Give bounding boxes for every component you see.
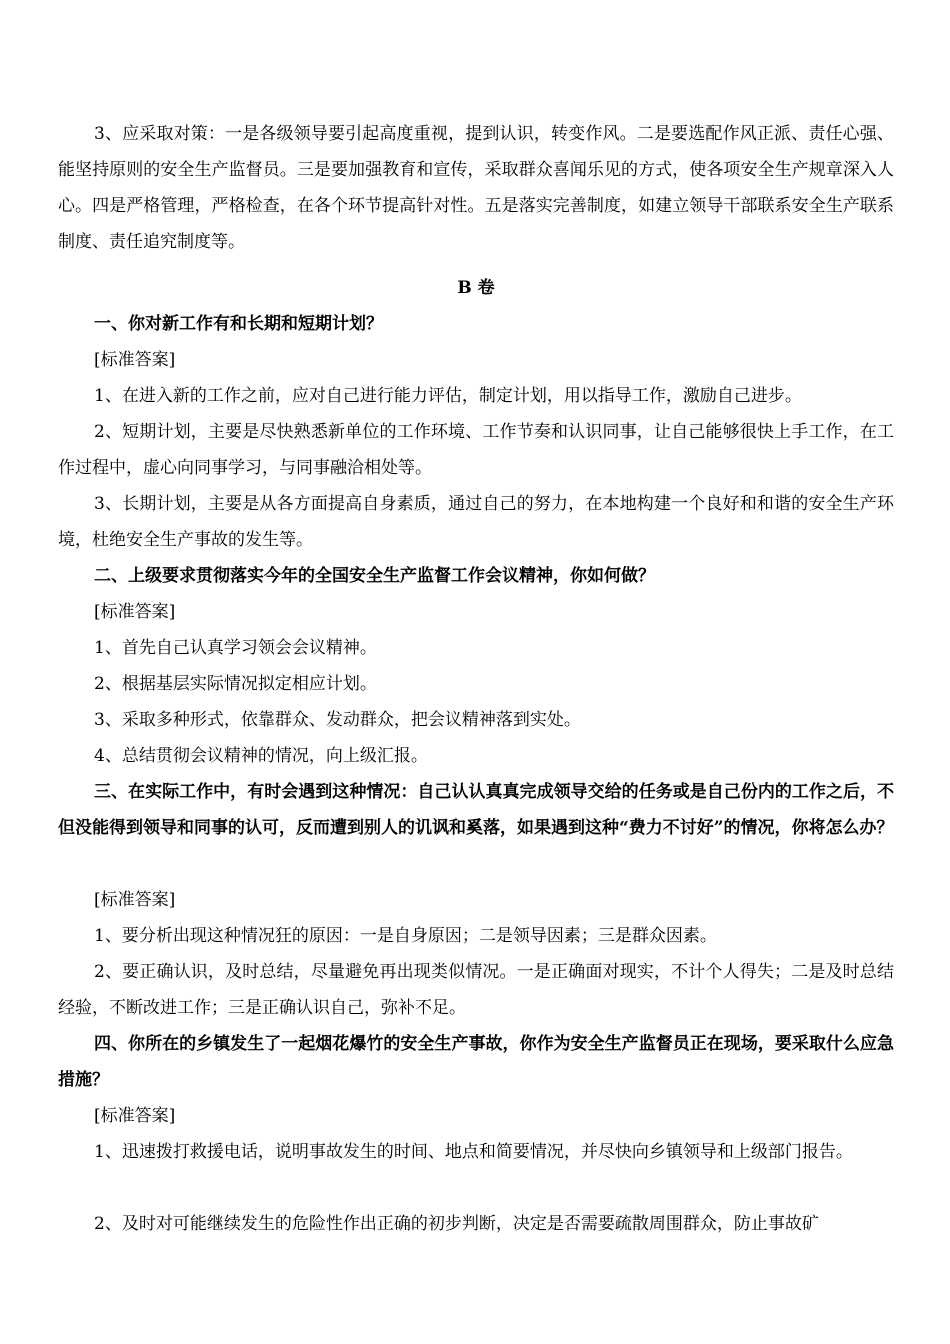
question-2: 二、上级要求贯彻落实今年的全国安全生产监督工作会议精神，你如何做？ (94, 566, 655, 586)
b-part-title: B 卷 (457, 278, 495, 298)
answer-2-3: 3、采取多种形式，依靠群众、发动群众，把会议精神落到实处。 (94, 710, 581, 730)
answer-label-1: [标准答案] (94, 350, 176, 370)
question-3: 三、在实际工作中，有时会遇到这种情况：自己认认真真完成领导交给的任务或是自己份内的工作之后，不但没能得到领导和同事的认可，反而遭到别人的讥讽和奚落，如果遇到这种“费力不讨好”的情况，你将怎么办？ (58, 782, 894, 838)
answer-1-3: 3、长期计划，主要是从各方面提高自身素质，通过自己的努力，在本地构建一个良好和和谐的安全生产环境，杜绝安全生产事故的发生等。 (58, 494, 894, 550)
answer-1-2: 2、短期计划，主要是尽快熟悉新单位的工作环境、工作节奏和认识同事，让自己能够很快上手工作，在工作过程中，虚心向同事学习，与同事融洽相处等。 (58, 422, 894, 478)
answer-label-3: [标准答案] (94, 890, 176, 910)
answer-2-2: 2、根据基层实际情况拟定相应计划。 (94, 674, 377, 694)
answer-4-1: 1、迅速拨打救援电话，说明事故发生的时间、地点和简要情况，并尽快向乡镇领导和上级部门报告。 (94, 1142, 853, 1162)
answer-2-1: 1、首先自己认真学习领会会议精神。 (94, 638, 377, 658)
question-1: 一、你对新工作有和长期和短期计划？ (94, 314, 383, 334)
answer-4-2: 2、及时对可能继续发生的危险性作出正确的初步判断，决定是否需要疏散周围群众，防止事故矿 (94, 1214, 819, 1234)
question-4: 四、你所在的乡镇发生了一起烟花爆竹的安全生产事故，你作为安全生产监督员正在现场，要采取什么应急措施？ (58, 1034, 894, 1090)
answer-label-4: [标准答案] (94, 1106, 176, 1126)
answer-2-4: 4、总结贯彻会议精神的情况，向上级汇报。 (94, 746, 428, 766)
answer-3-1: 1、要分析出现这种情况狂的原因：一是自身原因；二是领导因素；三是群众因素。 (94, 926, 717, 946)
answer-label-2: [标准答案] (94, 602, 176, 622)
a-part-item-3: 3、应采取对策：一是各级领导要引起高度重视，提到认识，转变作风。二是要选配作风正派、责任心强、能坚持原则的安全生产监督员。三是要加强教育和宣传，采取群众喜闻乐见的方式，使各项安全生产规章深入人心。四是严格管理，严格检查，在各个环节提高针对性。五是落实完善制度，如建立领导干部联系安全生产联系制度、责任追究制度等。 (58, 124, 894, 252)
answer-1-1: 1、在进入新的工作之前，应对自己进行能力评估，制定计划，用以指导工作，激励自己进步。 (94, 386, 802, 406)
answer-3-2: 2、要正确认识，及时总结，尽量避免再出现类似情况。一是正确面对现实，不计个人得失；二是及时总结经验，不断改进工作；三是正确认识自己，弥补不足。 (58, 962, 894, 1018)
